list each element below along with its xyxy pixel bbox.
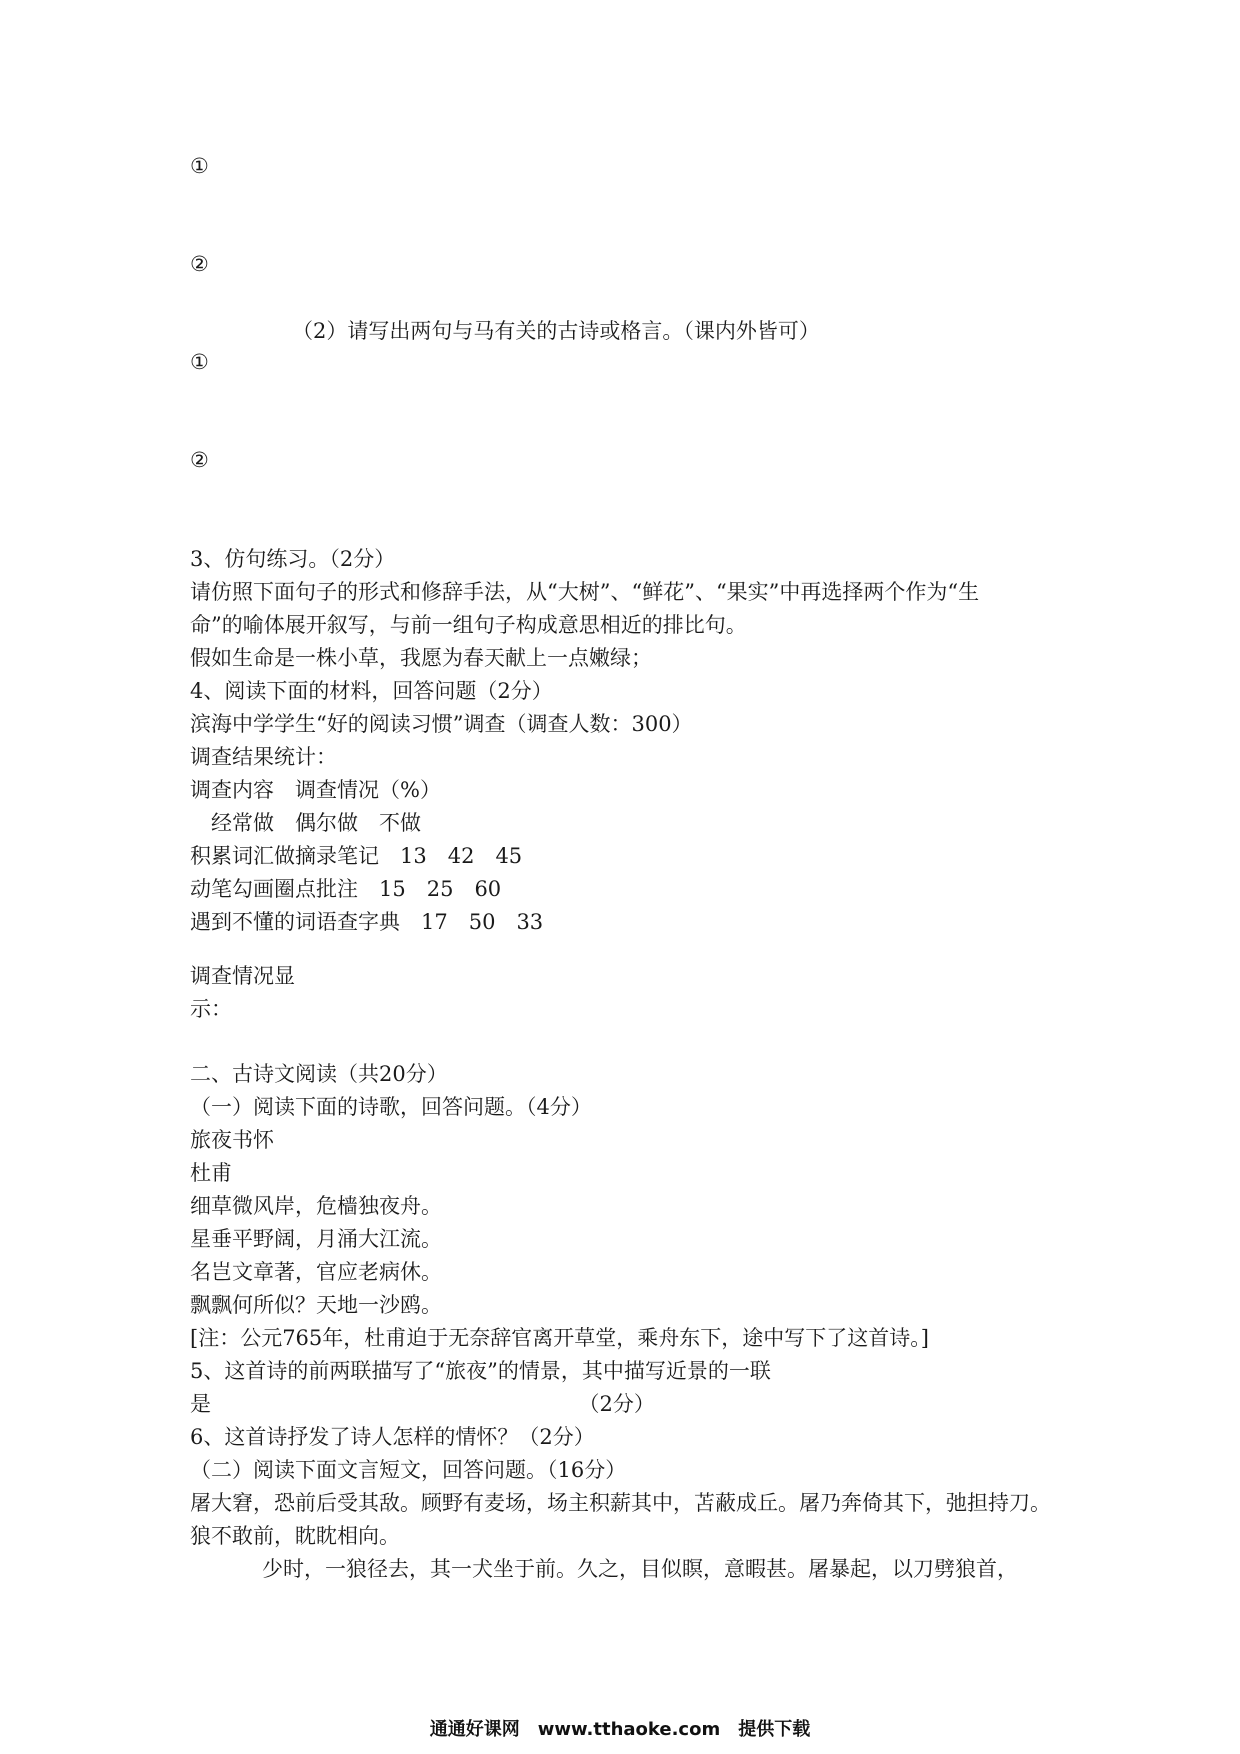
classical-text-line-2: 狼不敢前，眈眈相向。 — [190, 1524, 400, 1548]
survey-title: 滨海中学学生“好的阅读习惯”调查（调查人数：300） — [190, 712, 693, 736]
page-footer: 通通好课网 www.tthaoke.com 提供下载 — [429, 1719, 811, 1740]
survey-row-2: 动笔勾画圈点批注 15 25 60 — [190, 877, 502, 901]
question-6: 6、这首诗抒发了诗人怎样的情怀？（2分） — [190, 1425, 595, 1449]
question-2-2: （2）请写出两句与马有关的古诗或格言。（课内外皆可） — [292, 319, 820, 343]
answer-marker-4: ② — [190, 448, 209, 472]
poem-line-3: 名岂文章著，官应老病休。 — [190, 1260, 442, 1284]
classical-text-line-1: 屠大窘，恐前后受其敌。顾野有麦场，场主积薪其中，苫蔽成丘。屠乃奔倚其下，弛担持刀。 — [190, 1491, 1051, 1515]
question-3-instruction-cont: 命”的喻体展开叙写，与前一组句子构成意思相近的排比句。 — [190, 613, 747, 637]
survey-row-1: 积累词汇做摘录笔记 13 42 45 — [190, 844, 523, 868]
question-3-example: 假如生命是一株小草，我愿为春天献上一点嫩绿； — [190, 646, 652, 670]
poem-line-1: 细草微风岸，危樯独夜舟。 — [190, 1194, 442, 1218]
answer-marker-3: ① — [190, 350, 209, 374]
question-5: 5、这首诗的前两联描写了“旅夜”的情景，其中描写近景的一联 — [190, 1359, 771, 1383]
answer-marker-2: ② — [190, 252, 209, 276]
section-2-heading: 二、古诗文阅读（共20分） — [190, 1062, 448, 1086]
survey-table-header: 调查内容 调查情况（%） — [190, 778, 441, 802]
part-1-heading: （一）阅读下面的诗歌，回答问题。（4分） — [190, 1095, 592, 1119]
survey-conclusion-label-cont: 示： — [190, 997, 232, 1021]
poem-line-4: 飘飘何所似？天地一沙鸥。 — [190, 1293, 442, 1317]
answer-marker-1: ① — [190, 154, 209, 178]
survey-conclusion-label: 调查情况显 — [190, 964, 295, 988]
poem-line-2: 星垂平野阔，月涌大江流。 — [190, 1227, 442, 1251]
survey-results-label: 调查结果统计： — [190, 745, 337, 769]
survey-table-subheader: 经常做 偶尔做 不做 — [190, 811, 421, 835]
poem-title: 旅夜书怀 — [190, 1128, 274, 1152]
question-3-heading: 3、仿句练习。（2分） — [190, 547, 396, 571]
question-4-heading: 4、阅读下面的材料，回答问题（2分） — [190, 679, 553, 703]
poem-note: [注：公元765年，杜甫迫于无奈辞官离开草堂，乘舟东下，途中写下了这首诗。] — [190, 1326, 929, 1350]
classical-text-line-3: 少时，一狼径去，其一犬坐于前。久之，目似瞑，意暇甚。屠暴起，以刀劈狼首， — [262, 1557, 1018, 1581]
poem-author: 杜甫 — [190, 1161, 232, 1185]
part-2-heading: （二）阅读下面文言短文，回答问题。（16分） — [190, 1458, 627, 1482]
question-3-instruction: 请仿照下面句子的形式和修辞手法，从“大树”、“鲜花”、“果实”中再选择两个作为“生 — [190, 580, 980, 604]
survey-row-3: 遇到不懂的词语查字典 17 50 33 — [190, 910, 544, 934]
question-5-cont: 是 （2分） — [190, 1392, 655, 1416]
